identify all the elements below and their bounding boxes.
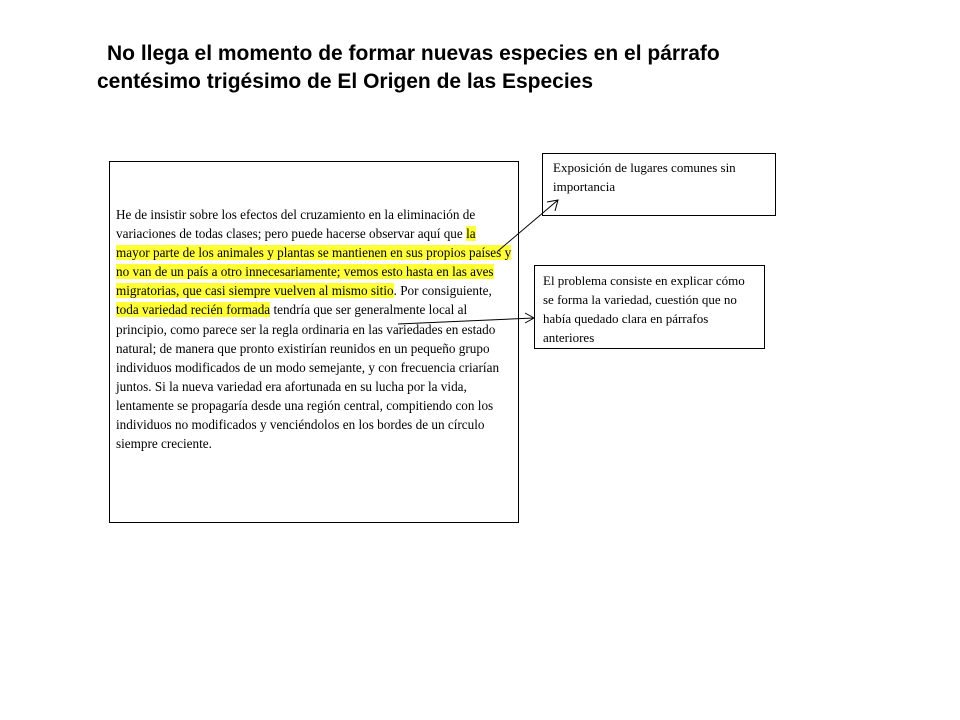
highlight-new-variety: toda variedad recién formada xyxy=(116,302,271,318)
quote-text xyxy=(116,205,512,453)
slide-title xyxy=(97,40,857,96)
highlight-migration: la mayor parte de los animales y plantas se mantienen en sus propios países y no van de un país a otro innecesariamente; vemos esto hasta en las aves migratorias, que casi siempre vuelven al mismo sitio xyxy=(116,226,512,299)
annotation-box-problem xyxy=(534,265,765,349)
annotation-box-commonplaces xyxy=(542,153,776,216)
quote-text-part-3: tendría que ser generalmente local al principio, como parece ser la regla ordinaria en las variedades en estado natural; de manera que pronto existirían reunidos en un pequeño grupo individuos modificados de un modo semejante, y con frecuencia criarían juntos. Si la nueva variedad era afortunada en su lucha por la vida, lentamente se propagaría desde una región central, compitiendo con los individuos no modificados y venciéndolos en los bordes de un círculo siempre creciente. xyxy=(116,302,500,452)
annotation-text-problem: El problema consiste en explicar cómo se forma la variedad, cuestión que no había quedado clara en párrafos anteriores xyxy=(543,273,745,345)
title-line-2: centésimo trigésimo de El Origen de las Especies xyxy=(97,70,594,93)
annotation-text-commonplaces: Exposición de lugares comunes sin importancia xyxy=(553,160,736,194)
quote-text-part-1: He de insistir sobre los efectos del cruzamiento en la eliminación de variaciones de todas clases; pero puede hacerse observar aquí que xyxy=(116,207,476,242)
title-line-1: No llega el momento de formar nuevas especies en el párrafo xyxy=(107,42,720,65)
arrow-head-problem xyxy=(525,313,534,323)
quote-text-part-2: . Por consiguiente, xyxy=(393,283,492,299)
